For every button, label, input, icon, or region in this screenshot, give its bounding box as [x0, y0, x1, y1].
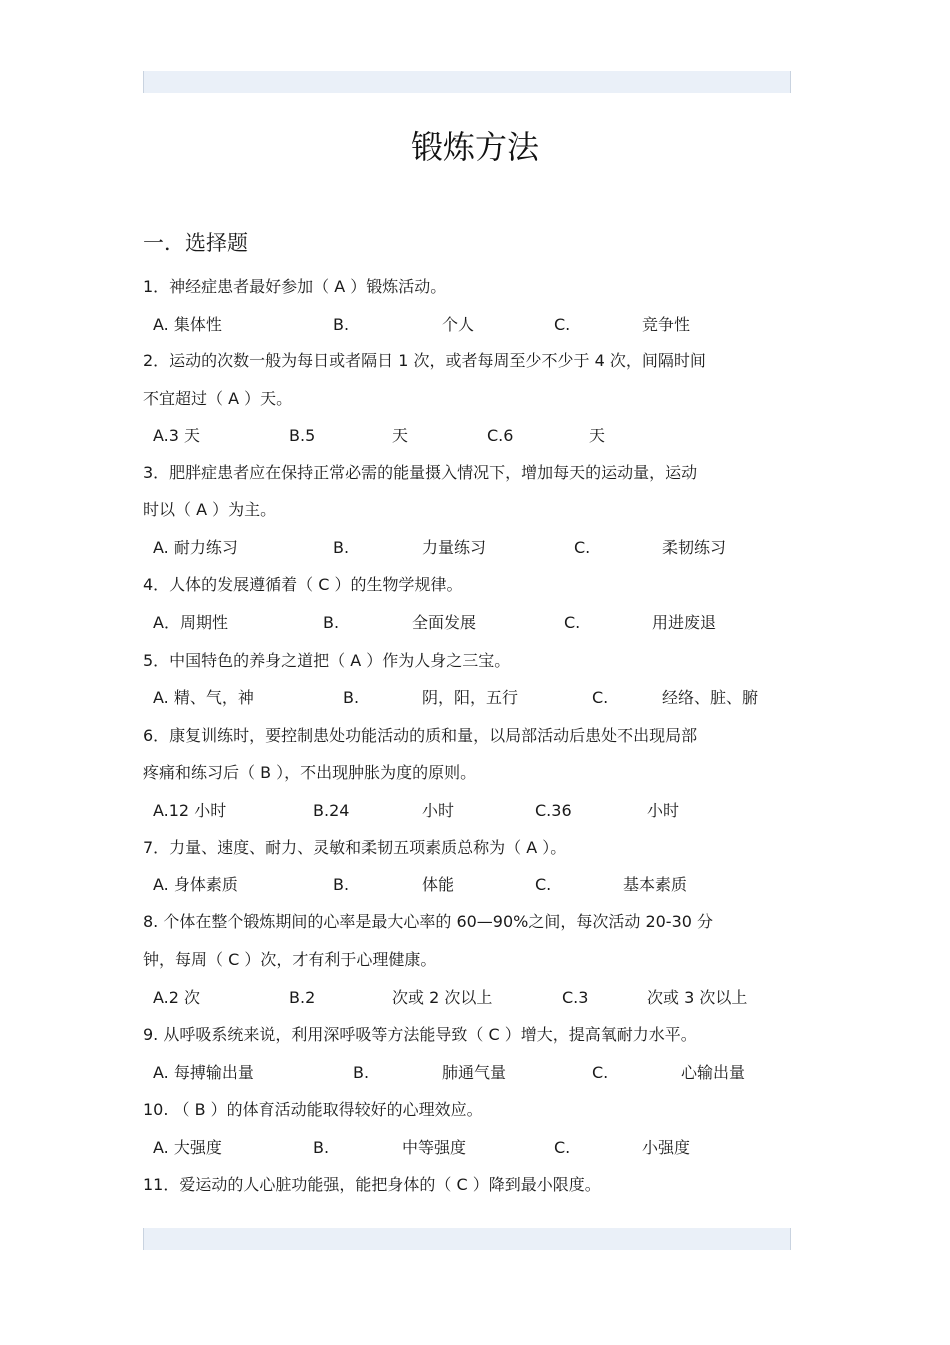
option-c-text: 基本素质 — [623, 875, 688, 894]
option-a: A.3 天 — [153, 426, 201, 445]
option-b: B.5 — [289, 426, 316, 445]
option-b-text: 全面发展 — [412, 613, 477, 632]
option-c: C. — [535, 875, 552, 894]
question-line: 7．力量、速度、耐力、灵敏和柔韧五项素质总称为（ A ）。 — [143, 838, 567, 857]
option-c: C. — [554, 315, 571, 334]
option-b: B. — [333, 875, 350, 894]
section-heading: 一．选择题 — [143, 231, 248, 255]
option-c-text: 小时 — [647, 801, 680, 820]
option-b: B. — [333, 538, 350, 557]
option-c-text: 经络、脏、腑 — [662, 688, 759, 707]
option-c: C. — [554, 1138, 571, 1157]
question-line: 4．人体的发展遵循着（ C ）的生物学规律。 — [143, 575, 463, 594]
question-line: 11．爱运动的人心脏功能强，能把身体的（ C ）降到最小限度。 — [143, 1175, 601, 1194]
question-line: 6．康复训练时，要控制患处功能活动的质和量，以局部活动后患处不出现局部 — [143, 726, 698, 745]
option-c-text: 竞争性 — [642, 315, 691, 334]
question-line: 8. 个体在整个锻炼期间的心率是最大心率的 60—90%之间，每次活动 20-30 分 — [143, 912, 714, 931]
option-b: B. — [313, 1138, 330, 1157]
option-c-text: 柔韧练习 — [662, 538, 727, 557]
question-line: 1．神经症患者最好参加（ A ）锻炼活动。 — [143, 277, 447, 296]
option-a: A. 身体素质 — [153, 875, 238, 894]
question-line: 5．中国特色的养身之道把（ A ）作为人身之三宝。 — [143, 651, 511, 670]
option-b-text: 体能 — [422, 875, 455, 894]
option-b-text: 个人 — [442, 315, 475, 334]
option-b: B. — [343, 688, 360, 707]
header-band — [143, 71, 791, 93]
option-b-text: 肺通气量 — [442, 1063, 507, 1082]
option-a: A. 耐力练习 — [153, 538, 238, 557]
option-b-text: 阴，阳，五行 — [422, 688, 519, 707]
option-c: C. — [592, 1063, 609, 1082]
option-a: A.2 次 — [153, 988, 201, 1007]
option-b: B. — [333, 315, 350, 334]
question-line: 3．肥胖症患者应在保持正常必需的能量摄入情况下，增加每天的运动量，运动 — [143, 463, 698, 482]
question-line: 钟，每周（ C ）次，才有利于心理健康。 — [143, 950, 437, 969]
option-c: C.36 — [535, 801, 572, 820]
option-a: A. 每搏输出量 — [153, 1063, 254, 1082]
option-a: A. 精、气，神 — [153, 688, 254, 707]
option-b-text: 中等强度 — [402, 1138, 467, 1157]
option-b-text: 次或 2 次以上 — [392, 988, 493, 1007]
option-a: A．周期性 — [153, 613, 228, 632]
option-b: B. — [353, 1063, 370, 1082]
option-b: B. — [323, 613, 340, 632]
option-b: B.2 — [289, 988, 316, 1007]
option-a: A.12 小时 — [153, 801, 227, 820]
question-line: 不宜超过（ A ）天。 — [143, 389, 293, 408]
option-c: C.3 — [562, 988, 589, 1007]
option-c: C. — [574, 538, 591, 557]
question-line: 时以（ A ）为主。 — [143, 500, 277, 519]
option-c: C. — [564, 613, 581, 632]
option-c-text: 用进废退 — [652, 613, 717, 632]
option-c: C.6 — [487, 426, 514, 445]
option-c-text: 次或 3 次以上 — [647, 988, 748, 1007]
option-b-text: 天 — [392, 426, 409, 445]
option-b: B.24 — [313, 801, 350, 820]
option-c-text: 天 — [589, 426, 606, 445]
option-b-text: 小时 — [422, 801, 455, 820]
question-line: 2．运动的次数一般为每日或者隔日 1 次，或者每周至少不少于 4 次，间隔时间 — [143, 351, 706, 370]
option-a: A. 集体性 — [153, 315, 222, 334]
footer-band — [143, 1228, 791, 1250]
option-a: A. 大强度 — [153, 1138, 222, 1157]
option-c-text: 小强度 — [642, 1138, 691, 1157]
page-title: 锻炼方法 — [410, 128, 539, 166]
option-b-text: 力量练习 — [422, 538, 487, 557]
question-line: 10. （ B ）的体育活动能取得较好的心理效应。 — [143, 1100, 483, 1119]
option-c: C. — [592, 688, 609, 707]
question-line: 9. 从呼吸系统来说，利用深呼吸等方法能导致（ C ）增大，提高氧耐力水平。 — [143, 1025, 697, 1044]
question-line: 疼痛和练习后（ B ），不出现肿胀为度的原则。 — [143, 763, 477, 782]
option-c-text: 心输出量 — [681, 1063, 746, 1082]
